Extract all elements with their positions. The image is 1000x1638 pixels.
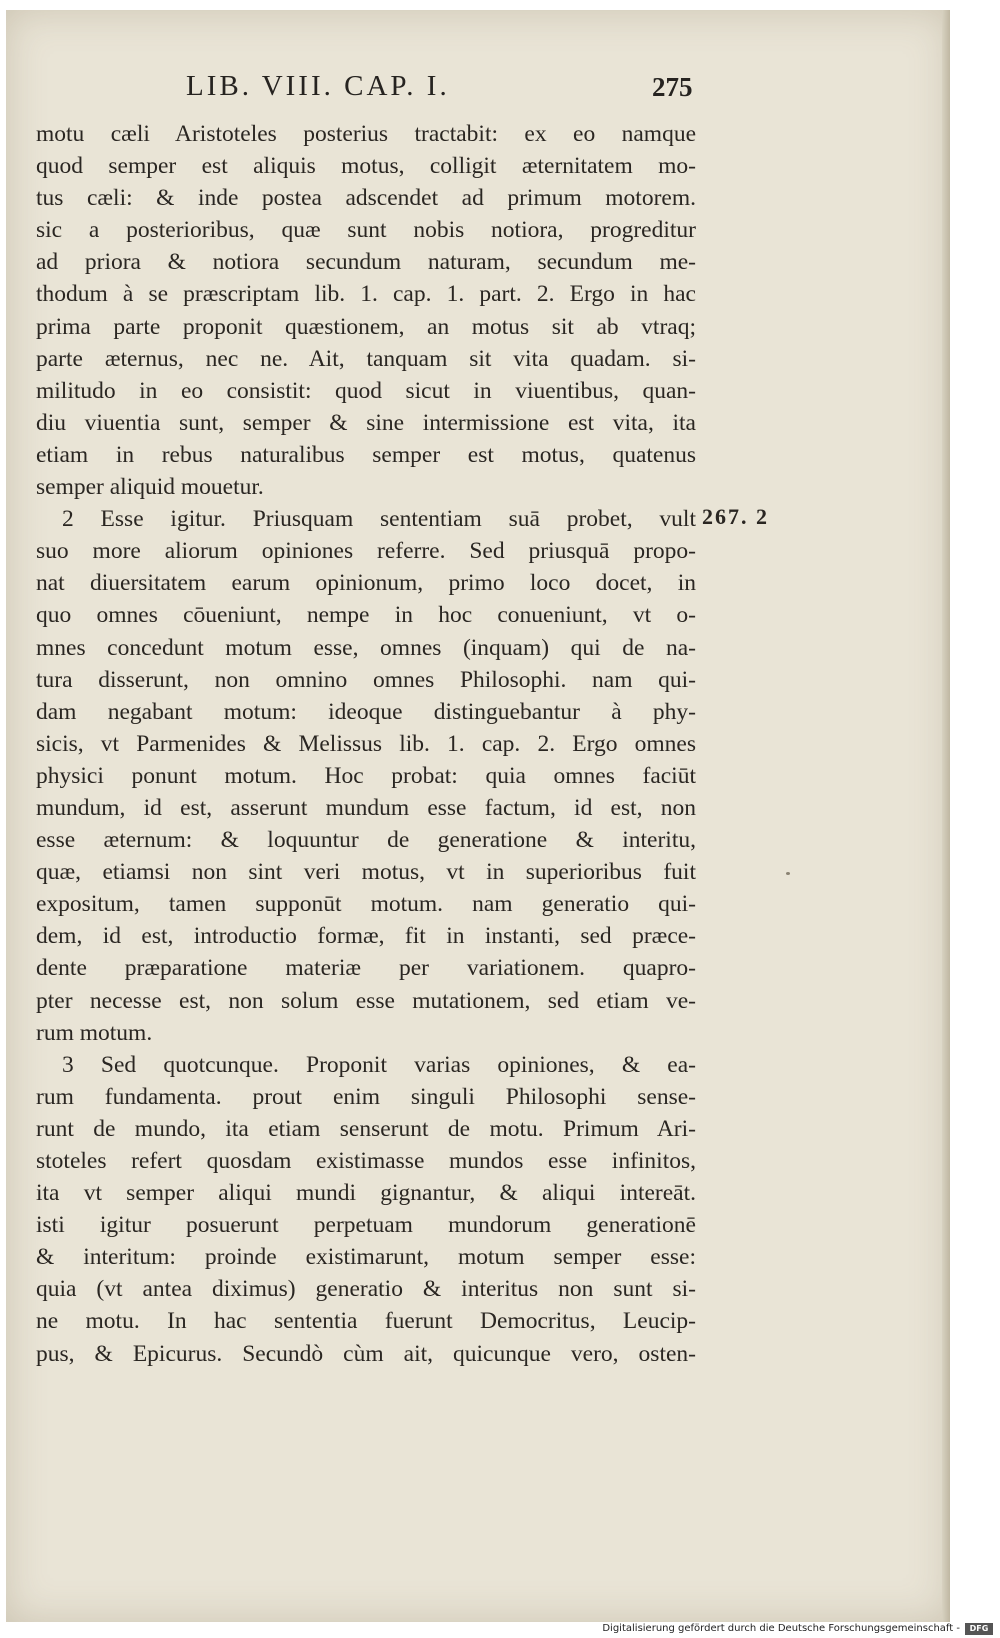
text-line: prima parte proponit quæstionem, an motus sit ab vtraq; [36, 313, 696, 340]
text-line: tus cæli: & inde postea adscendet ad primum motorem. [36, 185, 696, 212]
running-head: LIB. VIII. CAP. I. [186, 70, 450, 102]
margin-note: 267. 2 [702, 504, 769, 529]
text-line: motu cæli Aristoteles posterius tractabit: ex eo namque [36, 121, 696, 147]
text-line: pus, & Epicurus. Secundò cùm ait, quicunque vero, osten- [36, 1340, 696, 1367]
text-line: tura disserunt, non omnino omnes Philosophi. nam qui- [36, 666, 696, 693]
text-line: dem, id est, introductio formæ, fit in instanti, sed præce- [36, 923, 696, 950]
text-line: sic a posterioribus, quæ sunt nobis notiora, progreditur [36, 217, 696, 244]
text-line: stoteles refert quosdam existimasse mundos esse infinitos, [36, 1148, 696, 1174]
text-line: diu viuentia sunt, semper & sine intermissione est vita, ita [36, 409, 696, 436]
text-line: 3 Sed quotcunque. Proponit varias opiniones, & ea- [62, 1051, 696, 1078]
text-line: esse æternum: & loquuntur de generatione & interitu, [36, 827, 696, 854]
text-line: ne motu. In hac sententia fuerunt Democritus, Leucip- [36, 1308, 696, 1335]
text-line: sicis, vt Parmenides & Melissus lib. 1. cap. 2. Ergo omnes [36, 730, 696, 757]
text-line: semper aliquid mouetur. [36, 474, 264, 501]
text-line: rum fundamenta. prout enim singuli Philosophi sense- [36, 1083, 696, 1110]
text-line: etiam in rebus naturalibus semper est motus, quatenus [36, 441, 696, 468]
page-number: 275 [652, 72, 693, 102]
text-line: dam negabant motum: ideoque distinguebantur à phy- [36, 698, 696, 725]
text-line: expositum, tamen supponūt motum. nam generatio qui- [36, 891, 696, 918]
dfg-logo: DFG [965, 1623, 993, 1635]
text-line: thodum à se præscriptam lib. 1. cap. 1. part. 2. Ergo in hac [36, 281, 696, 308]
text-line: ad priora & notiora secundum naturam, secundum me- [36, 249, 696, 276]
text-line: pter necesse est, non solum esse mutationem, sed etiam ve- [36, 987, 696, 1014]
text-line: isti igitur posuerunt perpetuam mundorum generationē [36, 1212, 696, 1239]
text-line: mundum, id est, asserunt mundum esse factum, id est, non [36, 794, 696, 821]
text-line: physici ponunt motum. Hoc probat: quia omnes faciūt [36, 762, 696, 789]
text-line: quæ, etiamsi non sint veri motus, vt in superioribus fuit [36, 859, 696, 886]
text-line: 2 Esse igitur. Priusquam sententiam suā probet, vult [62, 506, 696, 533]
text-line: ita vt semper aliqui mundi gignantur, & aliqui intereāt. [36, 1180, 696, 1207]
text-line: quia (vt antea diximus) generatio & interitus non sunt si- [36, 1276, 696, 1303]
body-text [36, 118, 696, 1370]
footer-credit: Digitalisierung gefördert durch die Deutsche Forschungsgemeinschaft - [602, 1623, 960, 1634]
text-line: & interitum: proinde existimarunt, motum semper esse: [36, 1244, 696, 1271]
text-line: quo omnes cōueniunt, nempe in hoc conueniunt, vt o- [36, 602, 696, 629]
text-line: quod semper est aliquis motus, colligit æternitatem mo- [36, 153, 696, 180]
text-line: rum motum. [36, 1019, 153, 1046]
text-line: mnes concedunt motum esse, omnes (inquam) qui de na- [36, 634, 696, 661]
text-line: suo more aliorum opiniones referre. Sed priusquā propo- [36, 538, 696, 565]
book-page [6, 10, 950, 1622]
ink-smudge [786, 872, 790, 875]
text-line: militudo in eo consistit: quod sicut in viuentibus, quan- [36, 377, 696, 404]
text-line: dente præparatione materiæ per variationem. quapro- [36, 955, 696, 982]
page-edge [942, 10, 950, 1622]
text-line: parte æternus, nec ne. Ait, tanquam sit vita quadam. si- [36, 345, 696, 372]
text-line: nat diuersitatem earum opinionum, primo loco docet, in [36, 570, 696, 597]
text-line: runt de mundo, ita etiam senserunt de motu. Primum Ari- [36, 1115, 696, 1142]
